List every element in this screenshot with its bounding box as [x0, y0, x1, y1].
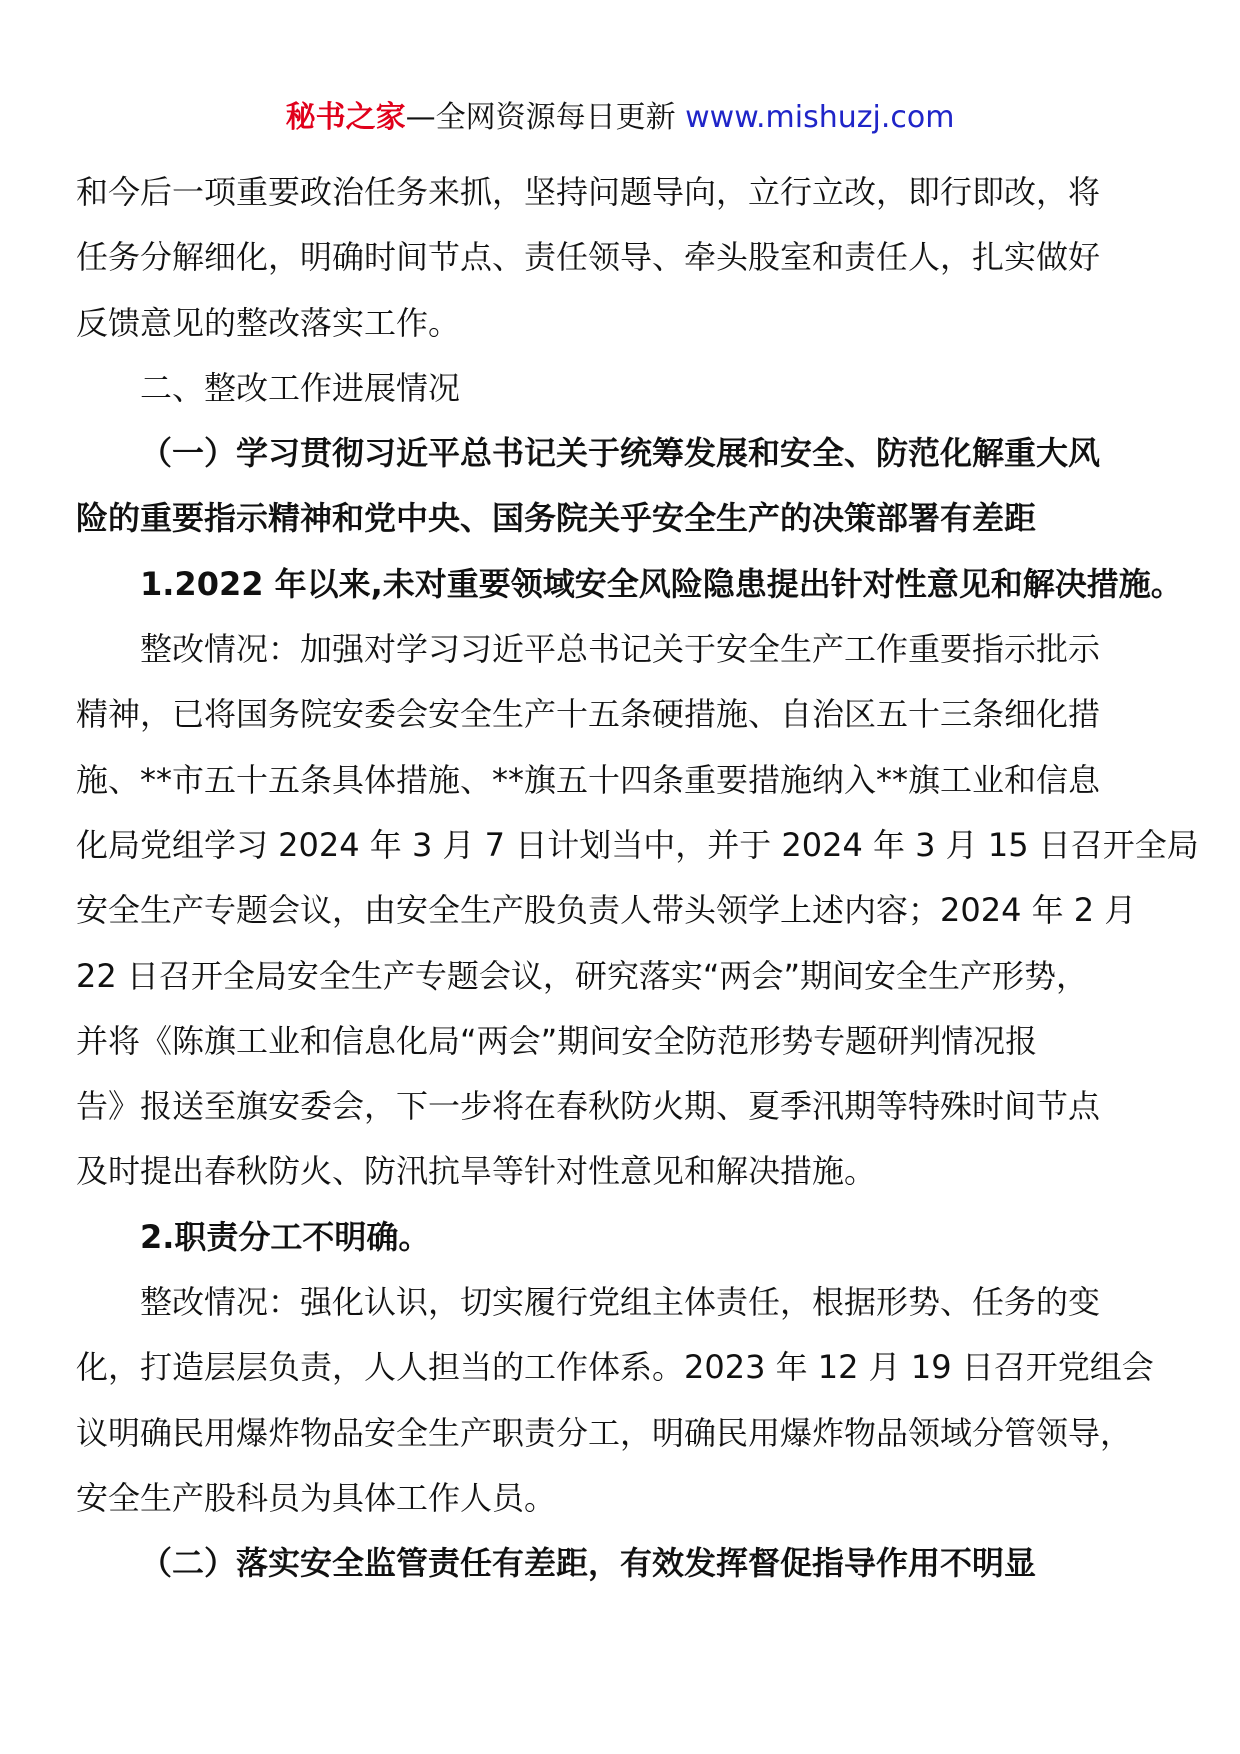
text-line: 化局党组学习 2024 年 3 月 7 日计划当中，并于 2024 年 3 月 15 日召开全局: [76, 825, 1199, 864]
text-line: 安全生产股科员为具体工作人员。: [76, 1478, 557, 1517]
item-heading-1: [76, 552, 1183, 617]
paragraph-rectification-2: [76, 1270, 1176, 1531]
text-line: 施、**市五十五条具体措施、**旗五十四条重要措施纳入**旗工业和信息: [76, 760, 1101, 799]
subsection-heading-2: [76, 1531, 1176, 1596]
text-line: 险的重要指示精神和党中央、国务院关乎安全生产的决策部署有差距: [76, 499, 1037, 538]
text-line: 1.2022 年以来,未对重要领域安全风险隐患提出针对性意见和解决措施。: [140, 564, 1183, 603]
document-body: [76, 160, 1199, 1597]
text-line: 及时提出春秋防火、防汛抗旱等针对性意见和解决措施。: [76, 1152, 877, 1191]
text-line: 反馈意见的整改落实工作。: [76, 303, 461, 342]
text-line: 和今后一项重要政治任务来抓，坚持问题导向，立行立改，即行即改，将: [76, 173, 1101, 211]
site-header: [0, 98, 1240, 138]
text-line: 22 日召开全局安全生产专题会议，研究落实“两会”期间安全生产形势，: [76, 956, 1089, 995]
text-line: 2.职责分工不明确。: [140, 1217, 431, 1256]
section-heading: [76, 356, 1176, 421]
text-line: 任务分解细化，明确时间节点、责任领导、牵头股室和责任人，扎实做好: [76, 238, 1101, 277]
site-url-link[interactable]: www.mishuzj.com: [685, 100, 955, 135]
text-line: 化，打造层层负责，人人担当的工作体系。2023 年 12 月 19 日召开党组会: [76, 1348, 1154, 1387]
subsection-heading-1: [76, 421, 1176, 552]
paragraph-intro-continued: [76, 160, 1176, 356]
text-line: 告》报送至旗安委会，下一步将在春秋防火期、夏季汛期等特殊时间节点: [76, 1087, 1101, 1126]
section-heading-text: 二、整改工作进展情况: [140, 368, 461, 407]
item-heading-2: [76, 1205, 1176, 1270]
text-line: 并将《陈旗工业和信息化局“两会”期间安全防范形势专题研判情况报: [76, 1021, 1038, 1060]
text-line: 整改情况：加强对学习习近平总书记关于安全生产工作重要指示批示: [140, 630, 1101, 669]
text-line: 安全生产专题会议，由安全生产股负责人带头领学上述内容；2024 年 2 月: [76, 891, 1137, 930]
text-line: （二）落实安全监管责任有差距，有效发挥督促指导作用不明显: [140, 1544, 1037, 1583]
text-line: （一）学习贯彻习近平总书记关于统筹发展和安全、防范化解重大风: [140, 434, 1101, 473]
site-slogan: —全网资源每日更新: [405, 100, 686, 135]
text-line: 精神，已将国务院安委会安全生产十五条硬措施、自治区五十三条细化措: [76, 695, 1101, 734]
paragraph-rectification-1: [76, 617, 1199, 1205]
text-line: 议明确民用爆炸物品安全生产职责分工，明确民用爆炸物品领域分管领导，: [76, 1413, 1133, 1452]
text-line: 整改情况：强化认识，切实履行党组主体责任，根据形势、任务的变: [140, 1283, 1101, 1322]
site-brand: 秘书之家: [285, 100, 406, 135]
